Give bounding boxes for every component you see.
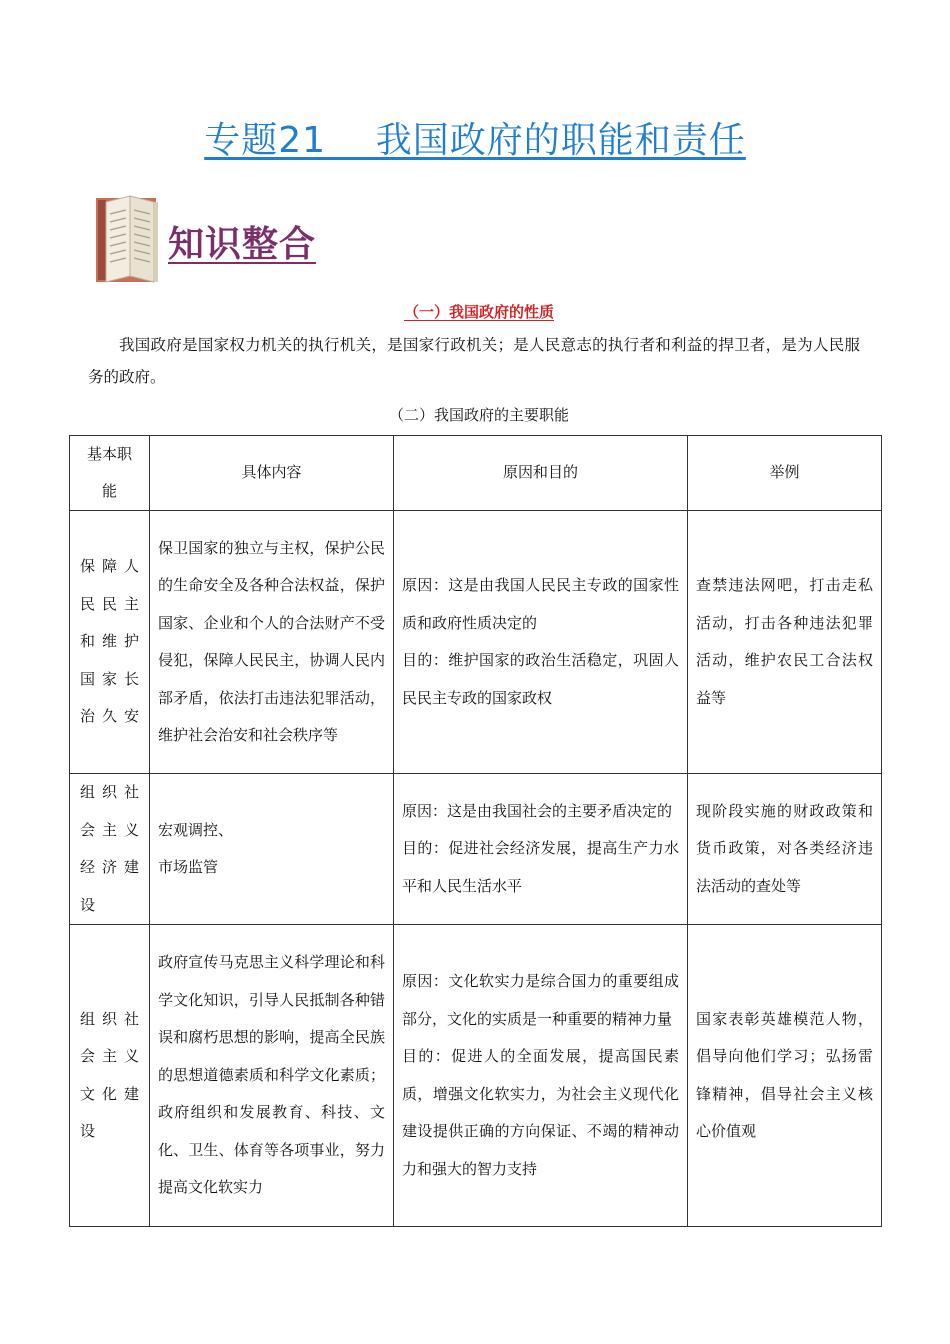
nature-paragraph: 我国政府是国家权力机关的执行机关，是国家行政机关；是人民意志的执行者和利益的捍卫者，是为人民服务的政府。 — [88, 336, 860, 386]
content-cell: 保卫国家的独立与主权，保护公民的生命安全及各种合法权益，保护国家、企业和个人的合法财产不受侵犯，保障人民民主，协调人民内部矛盾，依法打击违法犯罪活动，维护社会治安和社会秩序等 — [150, 511, 394, 774]
reason-cell — [394, 774, 688, 925]
reason-cell — [394, 511, 688, 774]
header-cell: 基本职能 — [70, 436, 150, 511]
example-cell: 查禁违法网吧，打击走私活动，打击各种违法犯罪活动，维护农民工合法权益等 — [688, 511, 882, 774]
content-text: 市场监管 — [158, 858, 219, 876]
section-heading-functions: （二）我国政府的主要职能 — [388, 406, 569, 424]
reason-text: 原因：这是由我国人民民主专政的国家性质和政府性质决定的 — [402, 576, 679, 632]
header-cell: 举例 — [688, 436, 882, 511]
example-cell: 国家表彰英雄模范人物，倡导向他们学习；弘扬雷锋精神，倡导社会主义核心价值观 — [688, 925, 882, 1227]
purpose-text: 目的：促进社会经济发展，提高生产力水平和人民生活水平 — [402, 839, 679, 895]
functions-table — [69, 435, 882, 1227]
reason-cell — [394, 925, 688, 1227]
purpose-text: 目的：促进人的全面发展，提高国民素质，增强文化软实力，为社会主义现代化建设提供正确的方向保证、不竭的精神动力和强大的智力支持 — [402, 1047, 679, 1178]
section-banner: 知识整合 — [168, 224, 317, 265]
content-cell: 政府宣传马克思主义科学理论和科学文化知识，引导人民抵制各种错误和腐朽思想的影响，提高全民族的思想道德素质和科学文化素质；政府组织和发展教育、科技、文化、卫生、体育等各项事业，努力提高文化软实力 — [150, 925, 394, 1227]
table-row — [70, 511, 882, 774]
content-text: 宏观调控、 — [158, 820, 234, 839]
content-cell — [150, 774, 394, 925]
function-cell: 组织社会主义文化建设 — [70, 925, 150, 1227]
table-row — [70, 925, 882, 1227]
reason-text: 原因：这是由我国社会的主要矛盾决定的 — [402, 801, 673, 820]
section-heading-nature: （一）我国政府的性质 — [403, 303, 554, 321]
example-cell: 现阶段实施的财政政策和货币政策，对各类经济违法活动的查处等 — [688, 774, 882, 925]
function-cell: 保障人民民主和维护国家长治久安 — [70, 511, 150, 774]
reason-text: 原因：文化软实力是综合国力的重要组成部分，文化的实质是一种重要的精神力量 — [402, 972, 679, 1028]
page-title: 专题21 我国政府的职能和责任 — [204, 120, 746, 161]
purpose-text: 目的：维护国家的政治生活稳定，巩固人民民主专政的国家政权 — [402, 651, 679, 707]
header-cell: 具体内容 — [150, 436, 394, 511]
function-cell: 组织社会主义经济建设 — [70, 774, 150, 925]
header-cell: 原因和目的 — [394, 436, 688, 511]
table-header-row — [70, 436, 882, 511]
table-row — [70, 774, 882, 925]
